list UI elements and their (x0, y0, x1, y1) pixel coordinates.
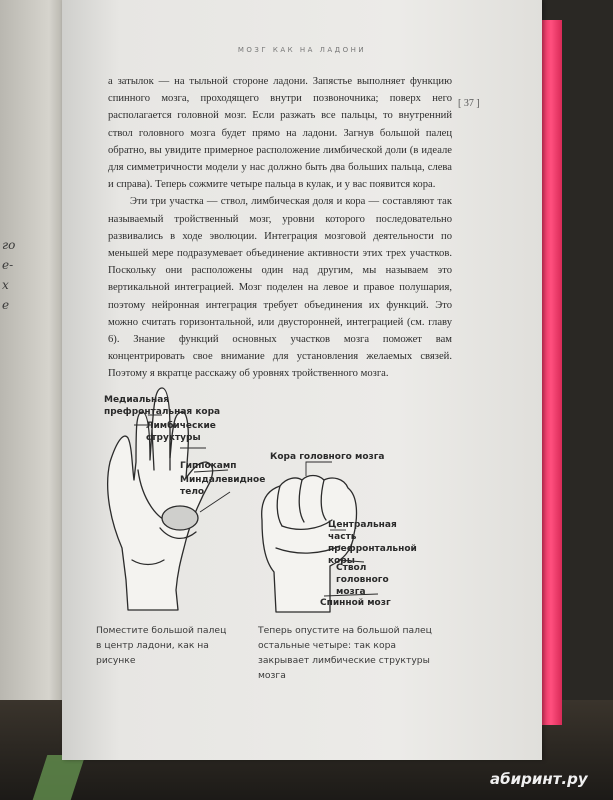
caption-right: Теперь опустите на большой палец остальные четыре: так кора закрывает лимбические структуры мозга (258, 625, 432, 681)
book-page (62, 0, 542, 760)
adjacent-page (0, 0, 70, 800)
label-amygdala: Миндалевидное тело (180, 475, 266, 497)
label-hippocampus: Гиппокамп (180, 461, 237, 471)
label-medial-prefrontal: Медиальная префронтальная кора (104, 395, 221, 417)
label-cortex: Кора головного мозга (270, 452, 385, 462)
margin-fragment: е- (2, 258, 14, 272)
label-brainstem: Ствол головного мозга (336, 563, 389, 597)
paragraph: Эти три участка — ствол, лимбическая доля и кора — составляют так называемый тройственный мозг, уровни которого последовательно развивались в ходе эволюции. Интеграция мозговой деятельности по меньшей мере подразумевает объединение активности этих трех участков. Поскольку они расположены один над другим, мы называем это вертикальной интеграцией. Мозг поделен на левое и правое полушария, поэтому нейронная интеграция требует объединения их функций. Это можно считать горизонтальной, или двусторонней, интеграцией (см. главу 6). Знание функций основных участков мозга поможет вам концентрировать свое внимание для установления желаемых связей. Поэтому я вкратце расскажу об уровнях тройственного мозга. (108, 196, 452, 380)
page-number: [ 37 ] (458, 98, 480, 109)
label-spinal-cord: Спинной мозг (320, 598, 391, 608)
margin-fragment: го (2, 238, 16, 252)
paragraph: а затылок — на тыльной стороне ладони. Запястье выполняет функцию спинного мозга, проходящего внутри позвоночника; поверх него располагается головной мозг. Если разжать все пальцы, то внутренний ствол головного мозга будет прямо на ладони. Загнув большой палец обратно, вы увидите примерное расположение лимбической доли (в идеале для симметричности модели у нас должно быть два больших пальца, слева и справа). Теперь сожмите четыре пальца в кулак, и у вас появится кора. (108, 76, 452, 191)
label-limbic: Лимбические структуры (146, 421, 216, 443)
margin-fragment: х (2, 278, 9, 292)
running-head: МОЗГ КАК НА ЛАДОНИ (237, 46, 367, 54)
watermark-logo: абиринт.ру (490, 770, 588, 788)
book-cover-edge (540, 20, 562, 725)
caption-left: Поместите большой палец в центр ладони, как на рисунке (96, 625, 227, 666)
label-central-prefrontal: Центральная часть префронтальной коры (328, 520, 417, 566)
margin-fragment: е (2, 298, 10, 312)
